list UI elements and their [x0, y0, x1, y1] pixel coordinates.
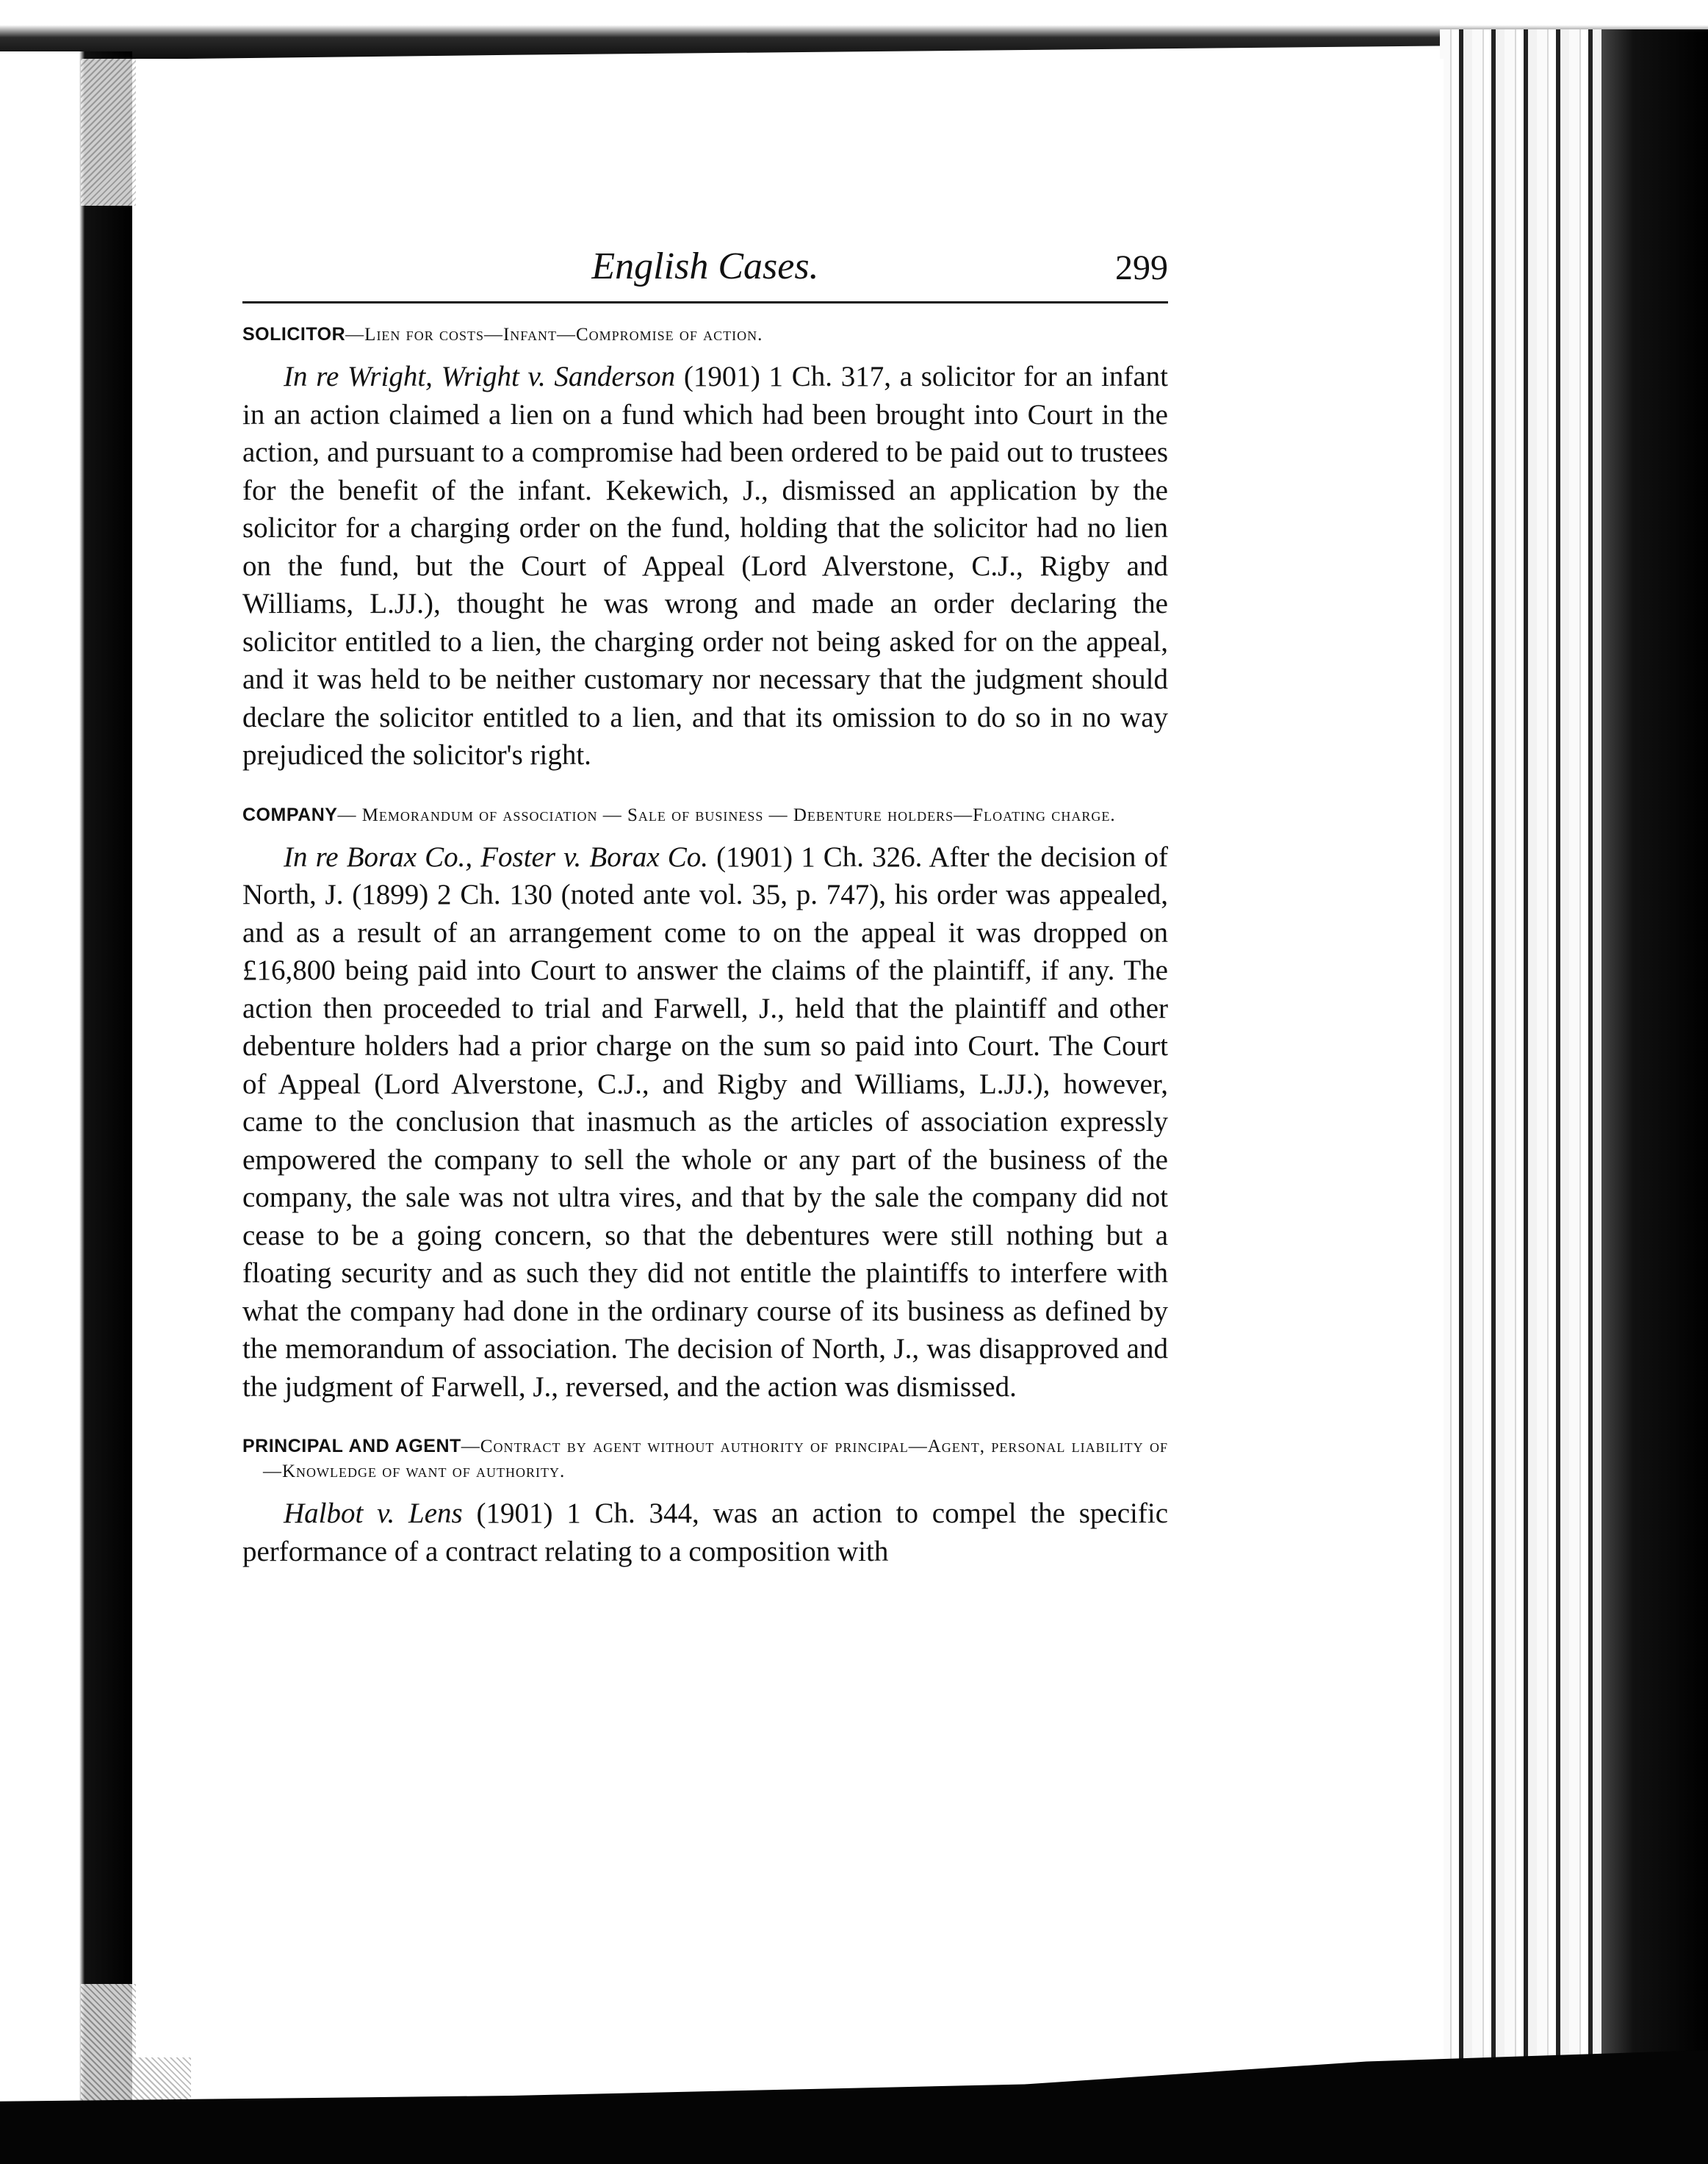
case-name: In re Wright, Wright v. Sanderson [284, 361, 676, 392]
section-solicitor [242, 322, 1168, 774]
case-paragraph [242, 838, 1168, 1406]
case-body: (1901) 1 Ch. 344, was an action to compel the specific performance of a contract relating to a composition with [242, 1498, 1169, 1567]
section-company [242, 802, 1168, 1406]
header-rule [242, 301, 1168, 303]
scan-border-right [1601, 29, 1708, 2164]
section-heading [242, 802, 1168, 828]
heading-subtopics: — Memorandum of association — Sale of business — Debenture holders—Floating charge. [337, 805, 1116, 825]
case-body: (1901) 1 Ch. 317, a solicitor for an infant in an action claimed a lien on a fund which had been brought into Court in the action, and pursuant to a compromise had been ordered to be paid out to trustees for the benefit of the infant. Kekewich, J., dismissed an application by the solicitor for a charging order on the fund, holding that the solicitor had no lien on the fund, but the Court of Appeal (Lord Alverstone, C.J., Rigby and Williams, L.JJ.), thought he was wrong and made an order declaring the solicitor entitled to a lien, the charging order not being asked for on the appeal, and it was held to be neither customary nor necessary that the judgment should declare the solicitor entitled to a lien, and that its omission to do so in no way prejudiced the solicitor's right. [242, 361, 1168, 771]
heading-topic: SOLICITOR [242, 324, 346, 345]
section-heading [242, 1434, 1168, 1484]
running-head [242, 245, 1168, 296]
scan-border-left [0, 51, 132, 2164]
section-heading [242, 322, 1168, 348]
running-title: English Cases. [591, 245, 819, 287]
heading-subtopics: —Contract by agent without authority of principal—Agent, personal liability of—Knowledge of want of authority. [263, 1437, 1168, 1481]
heading-topic: COMPANY [242, 804, 338, 825]
scan-border-bottom [0, 2050, 1708, 2164]
page-number: 299 [1115, 248, 1168, 287]
body-text [242, 322, 1168, 1598]
case-name: Halbot v. Lens [284, 1498, 463, 1529]
heading-topic: PRINCIPAL AND AGENT [242, 1436, 461, 1456]
case-paragraph [242, 1495, 1168, 1570]
heading-subtopics: —Lien for costs—Infant—Compromise of action. [345, 325, 763, 345]
case-body: (1901) 1 Ch. 326. After the decision of North, J. (1899) 2 Ch. 130 (noted ante vol. 35, p. 747), his order was appealed, and as a result of an arrangement come to on the appeal it was dropped on £16,800 being paid into Court to answer the claims of the plaintiff, if any. The action then proceeded to trial and Farwell, J., held that the plaintiff and other debenture holders had a prior charge on the sum so paid into Court. The Court of Appeal (Lord Alverstone, C.J., and Rigby and Williams, L.JJ.), however, came to the conclusion that inasmuch as the articles of association expressly empowered the company to sell the whole or any part of the business of the company, the sale was not ultra vires, and that by the sale the company did not cease to be a going concern, so that the debentures were still nothing but a floating security and as such they did not entitle the plaintiffs to interfere with what the company had done in the ordinary course of its business as defined by the memorandum of association. The decision of North, J., was disapproved and the judgment of Farwell, J., reversed, and the action was dismissed. [242, 841, 1168, 1403]
case-paragraph [242, 358, 1168, 774]
section-principal-and-agent [242, 1434, 1168, 1570]
case-name: In re Borax Co., Foster v. Borax Co. [284, 841, 709, 873]
